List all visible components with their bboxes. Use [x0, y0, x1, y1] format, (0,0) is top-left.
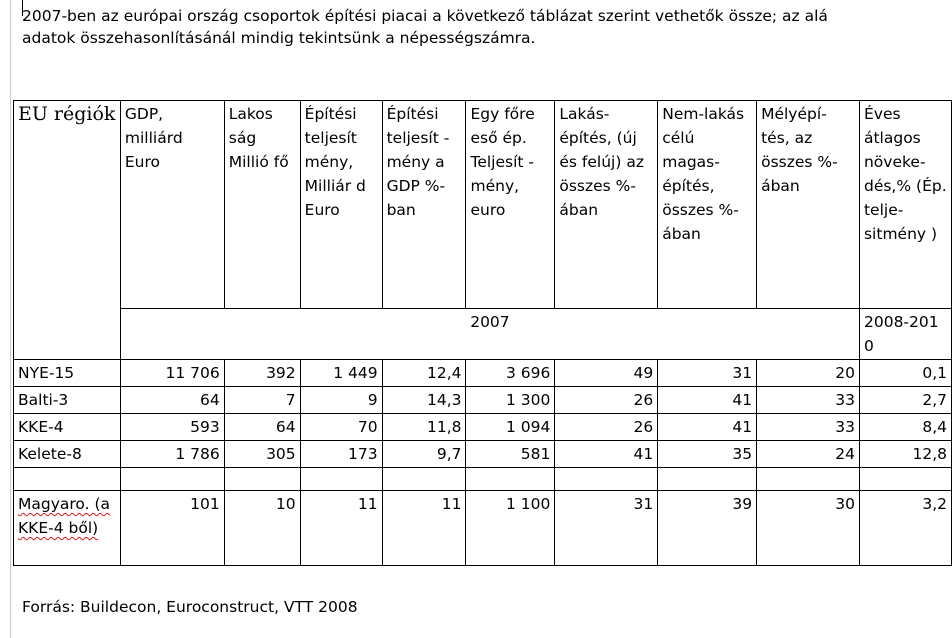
table-row — [14, 360, 952, 387]
row-gdp: 1 786 — [120, 441, 224, 468]
row-housing: 26 — [555, 387, 658, 414]
row-per-capita: 1 094 — [466, 414, 555, 441]
header-row — [14, 101, 952, 309]
row-gdp: 64 — [120, 387, 224, 414]
row-perf-gdp: 11,8 — [382, 414, 466, 441]
row-civil: 33 — [757, 387, 860, 414]
header-construction-performance: Építési teljesít mény, Milliár d Euro — [300, 101, 382, 309]
row-perf: 70 — [300, 414, 382, 441]
row-gdp: 11 706 — [120, 360, 224, 387]
spacer-cell — [300, 468, 382, 491]
spacer-cell — [382, 468, 466, 491]
intro-line-1: 2007-ben az európai ország csoportok építési piacai a következő táblázat szerint vethetők össze; az alá — [22, 7, 828, 25]
header-annual-growth: Éves átlagos növeke-dés,% (Ép. telje-sitmény ) — [859, 101, 951, 309]
row-growth: 0,1 — [859, 360, 951, 387]
row-perf-gdp: 14,3 — [382, 387, 466, 414]
row-nonres: 41 — [658, 414, 757, 441]
row-growth: 8,4 — [859, 414, 951, 441]
row-region: Balti-3 — [14, 387, 121, 414]
header-housing-share: Lakás-építés, (új és felúj) az összes %-ában — [555, 101, 658, 309]
row-gdp: 593 — [120, 414, 224, 441]
header-nonresidential-share: Nem-lakás célú magas-építés, összes %-ában — [658, 101, 757, 309]
spacer-row — [14, 468, 952, 491]
row-growth: 2,7 — [859, 387, 951, 414]
spacer-cell — [14, 468, 121, 491]
row-per-capita: 1 100 — [466, 491, 555, 566]
header-eu-regions: EU régiók — [14, 101, 121, 360]
row-nonres: 31 — [658, 360, 757, 387]
row-nonres: 35 — [658, 441, 757, 468]
spacer-cell — [224, 468, 300, 491]
row-perf-gdp: 12,4 — [382, 360, 466, 387]
row-gdp: 101 — [120, 491, 224, 566]
row-housing: 31 — [555, 491, 658, 566]
row-region: KKE-4 — [14, 414, 121, 441]
row-pop: 7 — [224, 387, 300, 414]
row-civil: 33 — [757, 414, 860, 441]
row-per-capita: 581 — [466, 441, 555, 468]
row-pop: 64 — [224, 414, 300, 441]
row-per-capita: 3 696 — [466, 360, 555, 387]
row-civil: 30 — [757, 491, 860, 566]
header-performance-gdp-share: Építési teljesít -mény a GDP %-ban — [382, 101, 466, 309]
table-row-hungary — [14, 491, 952, 566]
row-civil: 20 — [757, 360, 860, 387]
intro-line-2: adatok összehasonlításánál mindig tekintsünk a népességszámra. — [22, 29, 536, 47]
row-pop: 10 — [224, 491, 300, 566]
header-gdp: GDP, milliárd Euro — [120, 101, 224, 309]
header-per-capita: Egy főre eső ép. Teljesít -mény, euro — [466, 101, 555, 309]
row-perf: 11 — [300, 491, 382, 566]
row-perf-gdp: 11 — [382, 491, 466, 566]
row-nonres: 41 — [658, 387, 757, 414]
spacer-cell — [757, 468, 860, 491]
row-perf: 1 449 — [300, 360, 382, 387]
header-population: Lakos ság Millió fő — [224, 101, 300, 309]
row-civil: 24 — [757, 441, 860, 468]
table-row — [14, 387, 952, 414]
row-housing: 49 — [555, 360, 658, 387]
row-region: Magyaro. (a KKE-4 ből) — [14, 491, 121, 566]
row-perf: 9 — [300, 387, 382, 414]
year-row — [14, 309, 952, 360]
spacer-cell — [120, 468, 224, 491]
row-nonres: 39 — [658, 491, 757, 566]
row-per-capita: 1 300 — [466, 387, 555, 414]
page-margin-guide — [10, 0, 11, 638]
row-growth: 3,2 — [859, 491, 951, 566]
row-housing: 41 — [555, 441, 658, 468]
row-perf-gdp: 9,7 — [382, 441, 466, 468]
row-housing: 26 — [555, 414, 658, 441]
row-growth: 12,8 — [859, 441, 951, 468]
source-note: Forrás: Buildecon, Euroconstruct, VTT 2008 — [22, 598, 358, 616]
year-2008-2010: 2008-2010 — [859, 309, 951, 360]
table-row — [14, 441, 952, 468]
spacer-cell — [466, 468, 555, 491]
spacer-cell — [658, 468, 757, 491]
intro-paragraph[interactable] — [22, 5, 952, 49]
spacer-cell — [555, 468, 658, 491]
year-2007: 2007 — [120, 309, 859, 360]
row-region: NYE-15 — [14, 360, 121, 387]
row-pop: 305 — [224, 441, 300, 468]
construction-market-table[interactable] — [13, 100, 952, 566]
row-region: Kelete-8 — [14, 441, 121, 468]
table-row — [14, 414, 952, 441]
header-civil-engineering-share: Mélyépí-tés, az összes %-ában — [757, 101, 860, 309]
row-pop: 392 — [224, 360, 300, 387]
spacer-cell — [859, 468, 951, 491]
row-perf: 173 — [300, 441, 382, 468]
